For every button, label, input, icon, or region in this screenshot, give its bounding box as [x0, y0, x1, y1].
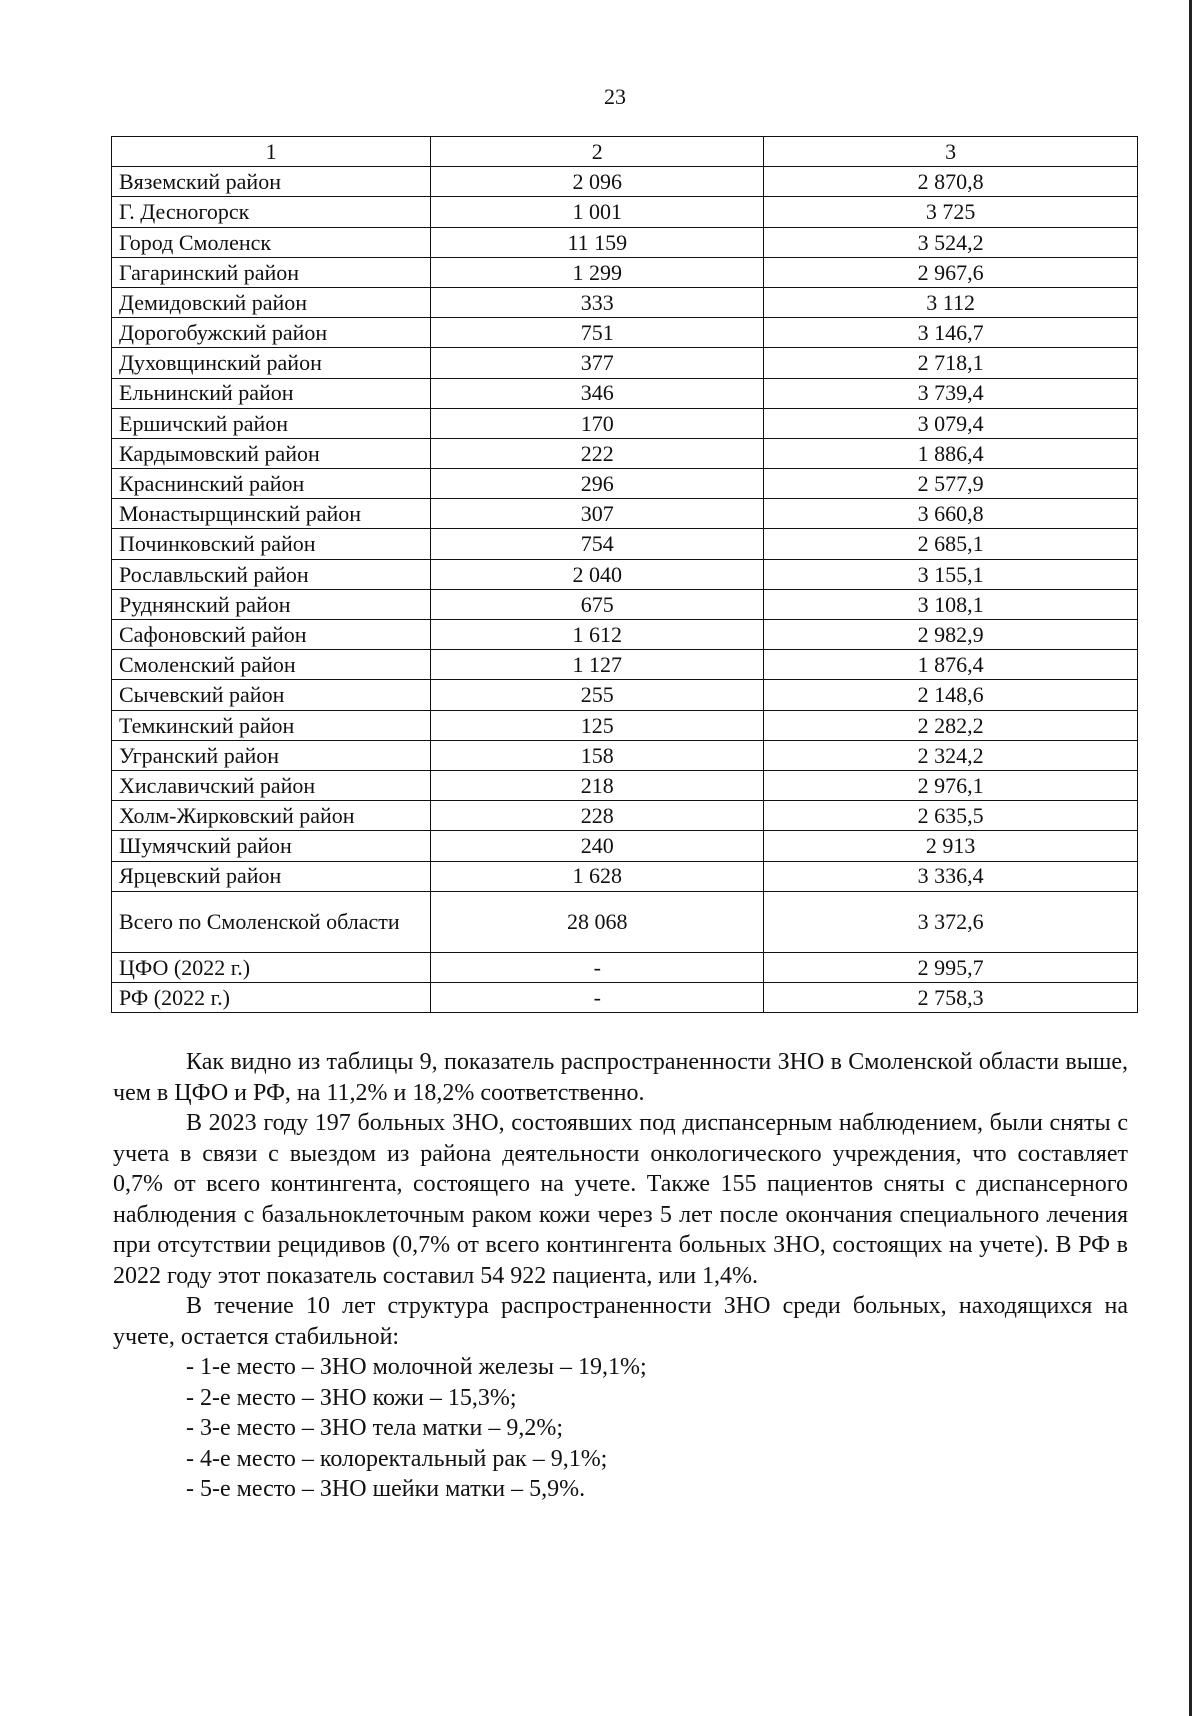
table-row — [112, 831, 1138, 861]
header-cell-1: 1 — [112, 137, 431, 167]
table-row — [112, 650, 1138, 680]
rate-cell: 3 079,4 — [764, 408, 1138, 438]
count-cell: 1 628 — [431, 861, 764, 891]
count-cell: 333 — [431, 287, 764, 317]
count-cell: 222 — [431, 438, 764, 468]
rate-cell: 2 967,6 — [764, 257, 1138, 287]
region-cell: Холм-Жирковский район — [112, 801, 431, 831]
rate-cell: 2 685,1 — [764, 529, 1138, 559]
region-cell: Дорогобужский район — [112, 318, 431, 348]
count-cell: 255 — [431, 680, 764, 710]
rate-cell: 3 108,1 — [764, 589, 1138, 619]
rate-cell: 1 876,4 — [764, 650, 1138, 680]
region-cell: Ершичский район — [112, 408, 431, 438]
region-cell: Смоленский район — [112, 650, 431, 680]
ranking-list — [113, 1352, 1128, 1505]
table-total-row — [112, 891, 1138, 952]
count-cell: 675 — [431, 589, 764, 619]
rate-cell: 1 886,4 — [764, 438, 1138, 468]
body-text — [113, 1047, 1128, 1505]
rate-cell: 3 336,4 — [764, 861, 1138, 891]
region-cell: Монастырщинский район — [112, 499, 431, 529]
rate-cell: 2 758,3 — [764, 982, 1138, 1012]
region-cell: Краснинский район — [112, 469, 431, 499]
rate-cell: 2 976,1 — [764, 770, 1138, 800]
table-row — [112, 167, 1138, 197]
region-cell: Всего по Смоленской области — [112, 891, 431, 952]
region-cell: РФ (2022 г.) — [112, 982, 431, 1012]
region-cell: Ельнинский район — [112, 378, 431, 408]
count-cell: 1 001 — [431, 197, 764, 227]
paragraph-structure: В течение 10 лет структура распространенности ЗНО среди больных, находящихся на учете, остается стабильной: — [113, 1293, 1128, 1350]
rate-cell: 3 146,7 — [764, 318, 1138, 348]
table-row — [112, 559, 1138, 589]
count-cell: 158 — [431, 740, 764, 770]
count-cell: - — [431, 952, 764, 982]
table-row — [112, 318, 1138, 348]
count-cell: 218 — [431, 770, 764, 800]
rate-cell: 3 112 — [764, 287, 1138, 317]
table-row — [112, 227, 1138, 257]
table-row — [112, 952, 1138, 982]
count-cell: 754 — [431, 529, 764, 559]
paragraph-deregistration: В 2023 году 197 больных ЗНО, состоявших под диспансерным наблюдением, были сняты с учета в связи с выездом из района деятельности онкологического учреждения, что составляет 0,7% от всего контингента, состоящего на учете. Также 155 пациентов сняты с диспансерного наблюдения с базальноклеточным раком кожи через 5 лет после окончания специального лечения при отсутствии рецидивов (0,7% от всего контингента больных ЗНО, состоящих на учете). В РФ в 2022 году этот показатель составил 54 922 пациента, или 1,4%. — [113, 1110, 1128, 1289]
rate-cell: 3 739,4 — [764, 378, 1138, 408]
rate-cell: 3 725 — [764, 197, 1138, 227]
count-cell: 751 — [431, 318, 764, 348]
rate-cell: 2 324,2 — [764, 740, 1138, 770]
region-cell: Сычевский район — [112, 680, 431, 710]
table-row — [112, 801, 1138, 831]
ranking-item: - 5-е место – ЗНО шейки матки – 5,9%. — [186, 1476, 586, 1502]
prevalence-table — [111, 136, 1138, 1013]
table-row — [112, 499, 1138, 529]
table-row — [112, 861, 1138, 891]
ranking-item: - 2-е место – ЗНО кожи – 15,3%; — [186, 1384, 517, 1411]
count-cell: 228 — [431, 801, 764, 831]
region-cell: Угранский район — [112, 740, 431, 770]
table-row — [112, 438, 1138, 468]
region-cell: Вяземский район — [112, 167, 431, 197]
table-row — [112, 620, 1138, 650]
region-cell: Духовщинский район — [112, 348, 431, 378]
region-cell: Шумячский район — [112, 831, 431, 861]
ranking-item: - 4-е место – колоректальный рак – 9,1%; — [186, 1445, 608, 1472]
rate-cell: 3 155,1 — [764, 559, 1138, 589]
count-cell: 170 — [431, 408, 764, 438]
rate-cell: 2 577,9 — [764, 469, 1138, 499]
table-body — [112, 137, 1138, 1013]
region-cell: Город Смоленск — [112, 227, 431, 257]
count-cell: 1 299 — [431, 257, 764, 287]
rate-cell: 2 870,8 — [764, 167, 1138, 197]
region-cell: Гагаринский район — [112, 257, 431, 287]
table-row — [112, 378, 1138, 408]
region-cell: Кардымовский район — [112, 438, 431, 468]
rate-cell: 3 660,8 — [764, 499, 1138, 529]
rate-cell: 3 372,6 — [764, 891, 1138, 952]
count-cell: 28 068 — [431, 891, 764, 952]
count-cell: 307 — [431, 499, 764, 529]
paragraph-comparison: Как видно из таблицы 9, показатель распространенности ЗНО в Смоленской области выше, чем в ЦФО и РФ, на 11,2% и 18,2% соответственно. — [113, 1049, 1128, 1106]
header-cell-2: 2 — [431, 137, 764, 167]
ranking-item: - 3-е место – ЗНО тела матки – 9,2%; — [186, 1415, 564, 1441]
table-row — [112, 408, 1138, 438]
table-row — [112, 770, 1138, 800]
count-cell: 2 096 — [431, 167, 764, 197]
rate-cell: 2 718,1 — [764, 348, 1138, 378]
count-cell: 1 612 — [431, 620, 764, 650]
region-cell: Демидовский район — [112, 287, 431, 317]
rate-cell: 2 982,9 — [764, 620, 1138, 650]
count-cell: 2 040 — [431, 559, 764, 589]
region-cell: Сафоновский район — [112, 620, 431, 650]
count-cell: 1 127 — [431, 650, 764, 680]
table-row — [112, 589, 1138, 619]
region-cell: Хиславичский район — [112, 770, 431, 800]
region-cell: ЦФО (2022 г.) — [112, 952, 431, 982]
rate-cell: 2 635,5 — [764, 801, 1138, 831]
region-cell: Рославльский район — [112, 559, 431, 589]
rate-cell: 2 913 — [764, 831, 1138, 861]
region-cell: Г. Десногорск — [112, 197, 431, 227]
region-cell: Ярцевский район — [112, 861, 431, 891]
rate-cell: 2 282,2 — [764, 710, 1138, 740]
page-number: 23 — [604, 84, 626, 109]
table-header-row — [112, 137, 1138, 167]
rate-cell: 2 148,6 — [764, 680, 1138, 710]
table-row — [112, 529, 1138, 559]
rate-cell: 2 995,7 — [764, 952, 1138, 982]
count-cell: 11 159 — [431, 227, 764, 257]
table-row — [112, 348, 1138, 378]
region-cell: Темкинский район — [112, 710, 431, 740]
region-cell: Руднянский район — [112, 589, 431, 619]
header-cell-3: 3 — [764, 137, 1138, 167]
ranking-item: - 1-е место – ЗНО молочной железы – 19,1%; — [186, 1354, 647, 1380]
count-cell: 296 — [431, 469, 764, 499]
count-cell: 377 — [431, 348, 764, 378]
table-row — [112, 982, 1138, 1012]
count-cell: 125 — [431, 710, 764, 740]
table-row — [112, 710, 1138, 740]
table-row — [112, 469, 1138, 499]
table-row — [112, 680, 1138, 710]
rate-cell: 3 524,2 — [764, 227, 1138, 257]
count-cell: 346 — [431, 378, 764, 408]
region-cell: Починковский район — [112, 529, 431, 559]
table-row — [112, 740, 1138, 770]
table-row — [112, 197, 1138, 227]
table-row — [112, 287, 1138, 317]
table-row — [112, 257, 1138, 287]
count-cell: 240 — [431, 831, 764, 861]
page-edge-line — [1189, 0, 1192, 1716]
count-cell: - — [431, 982, 764, 1012]
